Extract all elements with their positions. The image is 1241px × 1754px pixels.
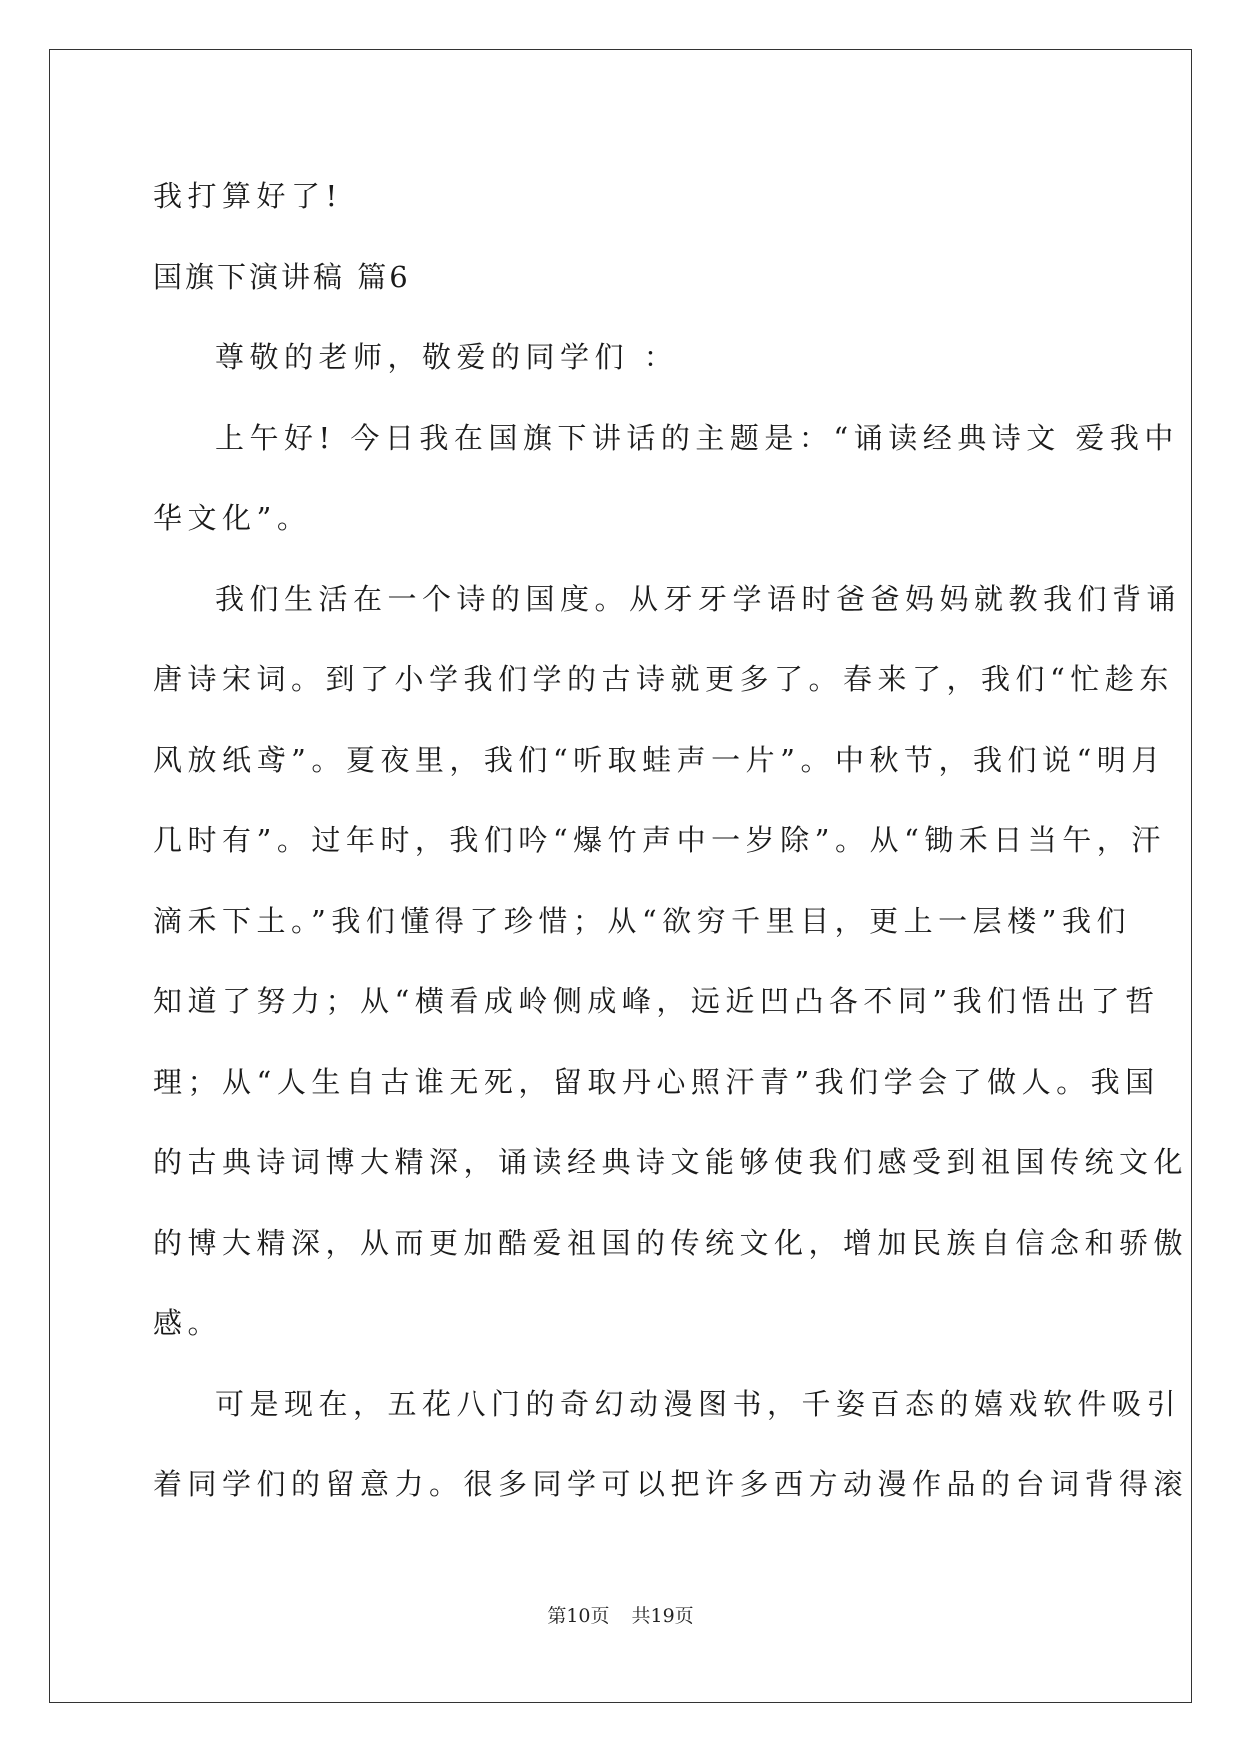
paragraph-line: 我们生活在一个诗的国度。从牙牙学语时爸爸妈妈就教我们背诵	[215, 581, 1182, 616]
document-body	[153, 156, 1189, 1525]
paragraph-line: 的古典诗词博大精深，诵读经典诗文能够使我们感受到祖国传统文化	[153, 1145, 1189, 1179]
current-page-number: 第10页	[547, 1605, 610, 1627]
total-pages: 共19页	[631, 1605, 694, 1627]
paragraph-line: 风放纸鸢”。夏夜里，我们“听取蛙声一片”。中秋节，我们说“明月	[153, 742, 1166, 777]
salutation: 尊敬的老师，敬爱的同学们 ：	[215, 340, 679, 374]
paragraph-line: 理；从“人生自古谁无死，留取丹心照汗青”我们学会了做人。我国	[153, 1064, 1160, 1099]
text-line: 我打算好了!	[153, 179, 343, 213]
page-footer	[0, 1604, 1241, 1628]
section-heading: 国旗下演讲稿 篇6	[153, 259, 411, 294]
paragraph-line: 可是现在，五花八门的奇幻动漫图书，千姿百态的嬉戏软件吸引	[215, 1386, 1182, 1421]
paragraph-line: 滴禾下土。”我们懂得了珍惜；从“欲穷千里目，更上一层楼”我们	[153, 903, 1131, 938]
paragraph-line: 知道了努力；从“横看成岭侧成峰，远近凹凸各不同”我们悟出了哲	[153, 984, 1160, 1018]
paragraph-line: 着同学们的留意力。很多同学可以把许多西方动漫作品的台词背得滚	[153, 1467, 1189, 1501]
paragraph-line: 华文化”。	[153, 501, 312, 535]
paragraph-line: 的博大精深，从而更加酷爱祖国的传统文化，增加民族自信念和骄傲	[153, 1225, 1189, 1260]
paragraph-line: 唐诗宋词。到了小学我们学的古诗就更多了。春来了，我们“忙趁东	[153, 662, 1174, 696]
paragraph-line: 感。	[153, 1306, 223, 1340]
paragraph-line: 上午好! 今日我在国旗下讲话的主题是：“诵读经典诗文 爱我中	[215, 420, 1179, 455]
paragraph-line: 几时有”。过年时，我们吟“爆竹声中一岁除”。从“锄禾日当午，汗	[153, 823, 1166, 857]
